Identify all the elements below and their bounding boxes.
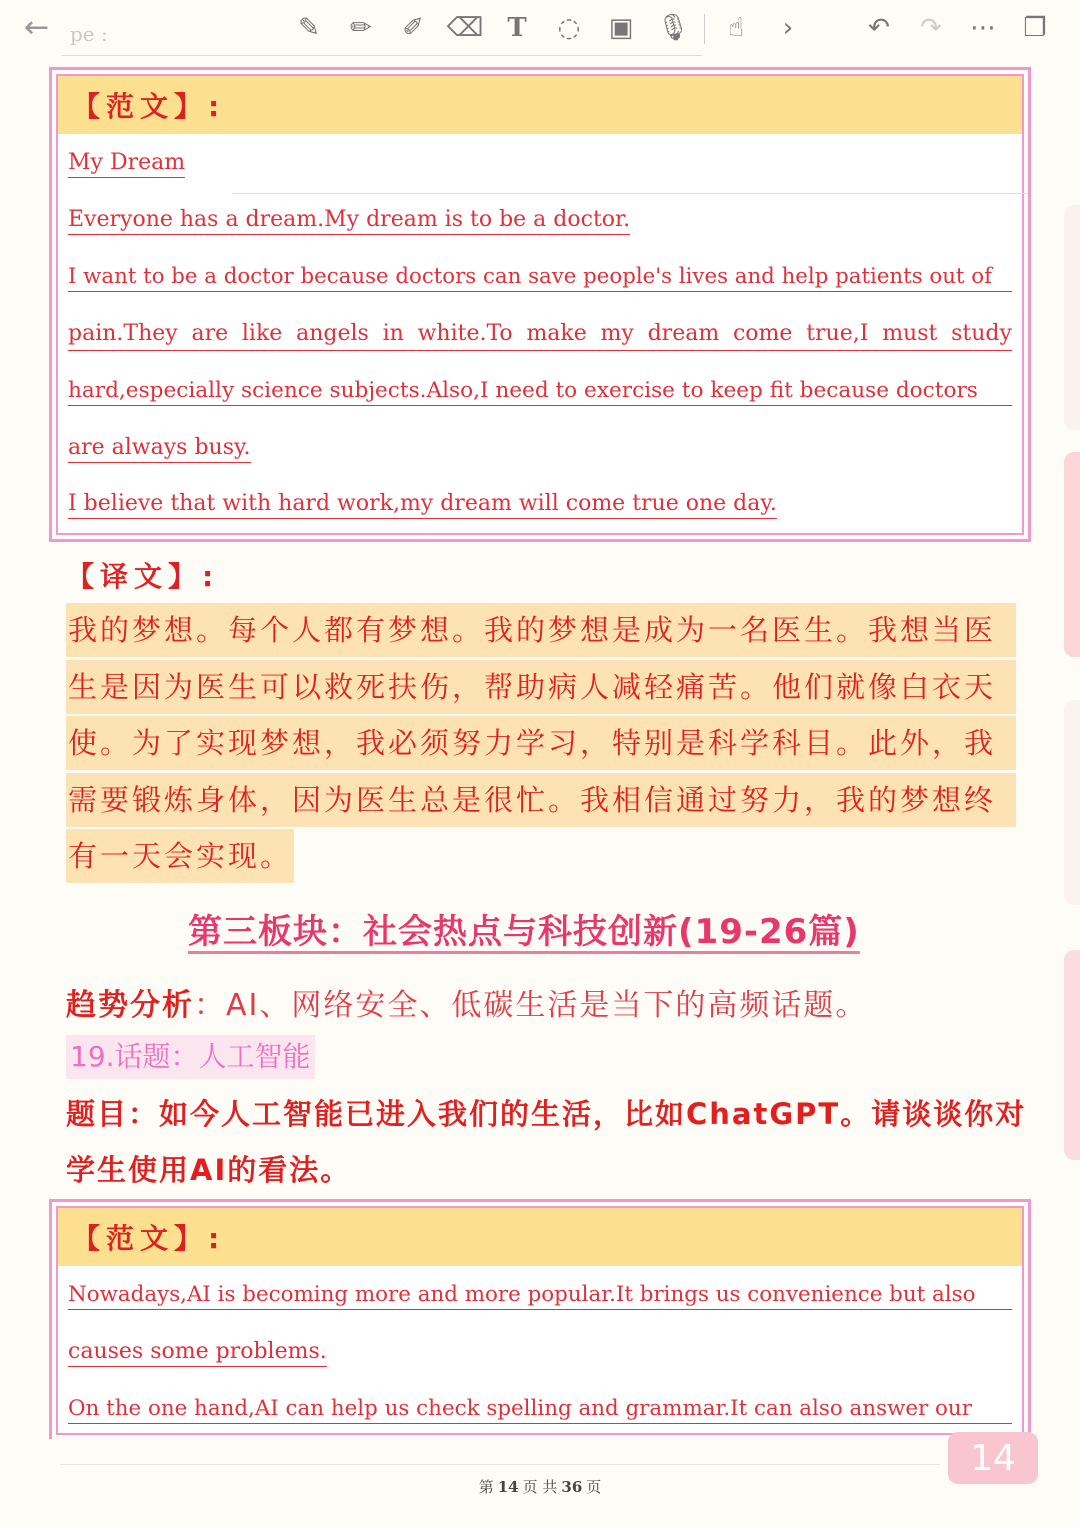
essay-word: dream xyxy=(647,321,720,346)
toolbar-rule xyxy=(62,55,702,56)
toolbar xyxy=(0,0,1080,58)
text-icon[interactable]: T xyxy=(507,13,527,43)
essay-word: pain.They xyxy=(68,321,178,346)
essay-box-1 xyxy=(49,67,1031,542)
translation-line: 生是因为医生可以救死扶伤，帮助病人减轻痛苦。他们就像白衣天 xyxy=(66,660,1016,714)
tool-group xyxy=(288,8,809,48)
gesture-icon[interactable]: ☝ xyxy=(728,13,744,43)
redo-icon[interactable]: ↷ xyxy=(920,13,942,43)
essay-word: come xyxy=(732,321,793,346)
essay-line: causes some problems. xyxy=(68,1339,1012,1364)
essay-title: My Dream xyxy=(68,150,1012,175)
pages-icon[interactable]: ❐ xyxy=(1023,13,1047,43)
translation-line: 使。为了实现梦想，我必须努力学习，特别是科学科目。此外，我 xyxy=(66,716,1016,770)
essay-line: On the one hand,AI can help us check spelling and grammar.It can also answer our xyxy=(68,1396,1012,1424)
side-tab-2[interactable] xyxy=(1064,452,1080,657)
undo-icon[interactable]: ↶ xyxy=(868,13,890,43)
essay-header: 【范文】: xyxy=(58,1208,1022,1266)
lasso-icon[interactable]: ◌ xyxy=(557,13,581,43)
essay-word: study xyxy=(951,321,1012,346)
essay-word: my xyxy=(600,321,634,346)
image-icon[interactable]: ▣ xyxy=(608,13,634,43)
pencil-icon[interactable]: ✏ xyxy=(350,13,372,43)
section-title: 第三板块：社会热点与科技创新(19-26篇) xyxy=(188,912,860,952)
essay-line: I believe that with hard work,my dream will come true one day. xyxy=(68,491,1012,516)
back-arrow-icon[interactable]: ← xyxy=(24,10,50,45)
mic-icon[interactable]: 🎙 xyxy=(656,13,690,43)
pen-icon[interactable]: ✎ xyxy=(298,13,320,43)
essay-line: Everyone has a dream.My dream is to be a doctor. xyxy=(68,207,1012,232)
essay-word: angels xyxy=(296,321,369,346)
question-line: 学生使用AI的看法。 xyxy=(66,1153,352,1187)
eraser-icon[interactable]: ⌫ xyxy=(446,13,484,43)
trend-label: 趋势分析 xyxy=(66,988,194,1023)
toolbar-right xyxy=(858,8,1056,48)
side-tab-3[interactable] xyxy=(1064,700,1080,905)
trend-text: ：AI、网络安全、低碳生活是当下的高频话题。 xyxy=(194,988,868,1023)
side-tab-4[interactable] xyxy=(1064,950,1080,1160)
essay-word: white.To xyxy=(417,321,513,346)
question-line: 题目：如今人工智能已进入我们的生活，比如ChatGPT。请谈谈你对 xyxy=(66,1097,1027,1131)
essay-header: 【范文】: xyxy=(58,76,1022,134)
trend-analysis xyxy=(66,980,867,1024)
page-footer: 第 14 页 共 36 页 xyxy=(478,1478,602,1496)
essay-line-justified xyxy=(68,321,1012,351)
topic-label: 19.话题：人工智能 xyxy=(66,1035,315,1079)
toolbar-divider xyxy=(704,14,705,44)
translation-line: 需要锻炼身体，因为医生总是很忙。我相信通过努力，我的梦想终 xyxy=(66,773,1016,827)
highlighter-icon[interactable]: ✐ xyxy=(402,13,424,43)
side-tab-1[interactable] xyxy=(1064,205,1080,430)
essay-line: Nowadays,AI is becoming more and more popular.It brings us convenience but also xyxy=(68,1282,1012,1310)
essay-line: I want to be a doctor because doctors can save people's lives and help patients out of xyxy=(68,264,1012,292)
translation-line: 我的梦想。每个人都有梦想。我的梦想是成为一名医生。我想当医 xyxy=(66,603,1016,657)
page-number-badge: 14 xyxy=(948,1432,1038,1484)
essay-box-2 xyxy=(49,1199,1031,1439)
essay-word: must xyxy=(882,321,938,346)
chevron-right-icon[interactable]: › xyxy=(782,13,794,43)
essay-word: in xyxy=(382,321,404,346)
essay-word: like xyxy=(241,321,283,346)
essay-word: are xyxy=(191,321,229,346)
more-icon[interactable]: ⋯ xyxy=(970,13,996,43)
ghost-text: pe : xyxy=(70,22,108,46)
essay-line: are always busy. xyxy=(68,435,1012,460)
essay-word: true,I xyxy=(806,321,869,346)
translation-label: 【译文】: xyxy=(66,560,220,593)
translation-line: 有一天会实现。 xyxy=(66,829,294,883)
essay-line: hard,especially science subjects.Also,I need to exercise to keep fit because doctors xyxy=(68,378,1012,406)
footer-rule xyxy=(60,1464,940,1465)
essay-word: make xyxy=(526,321,587,346)
title-rule xyxy=(232,193,1028,194)
